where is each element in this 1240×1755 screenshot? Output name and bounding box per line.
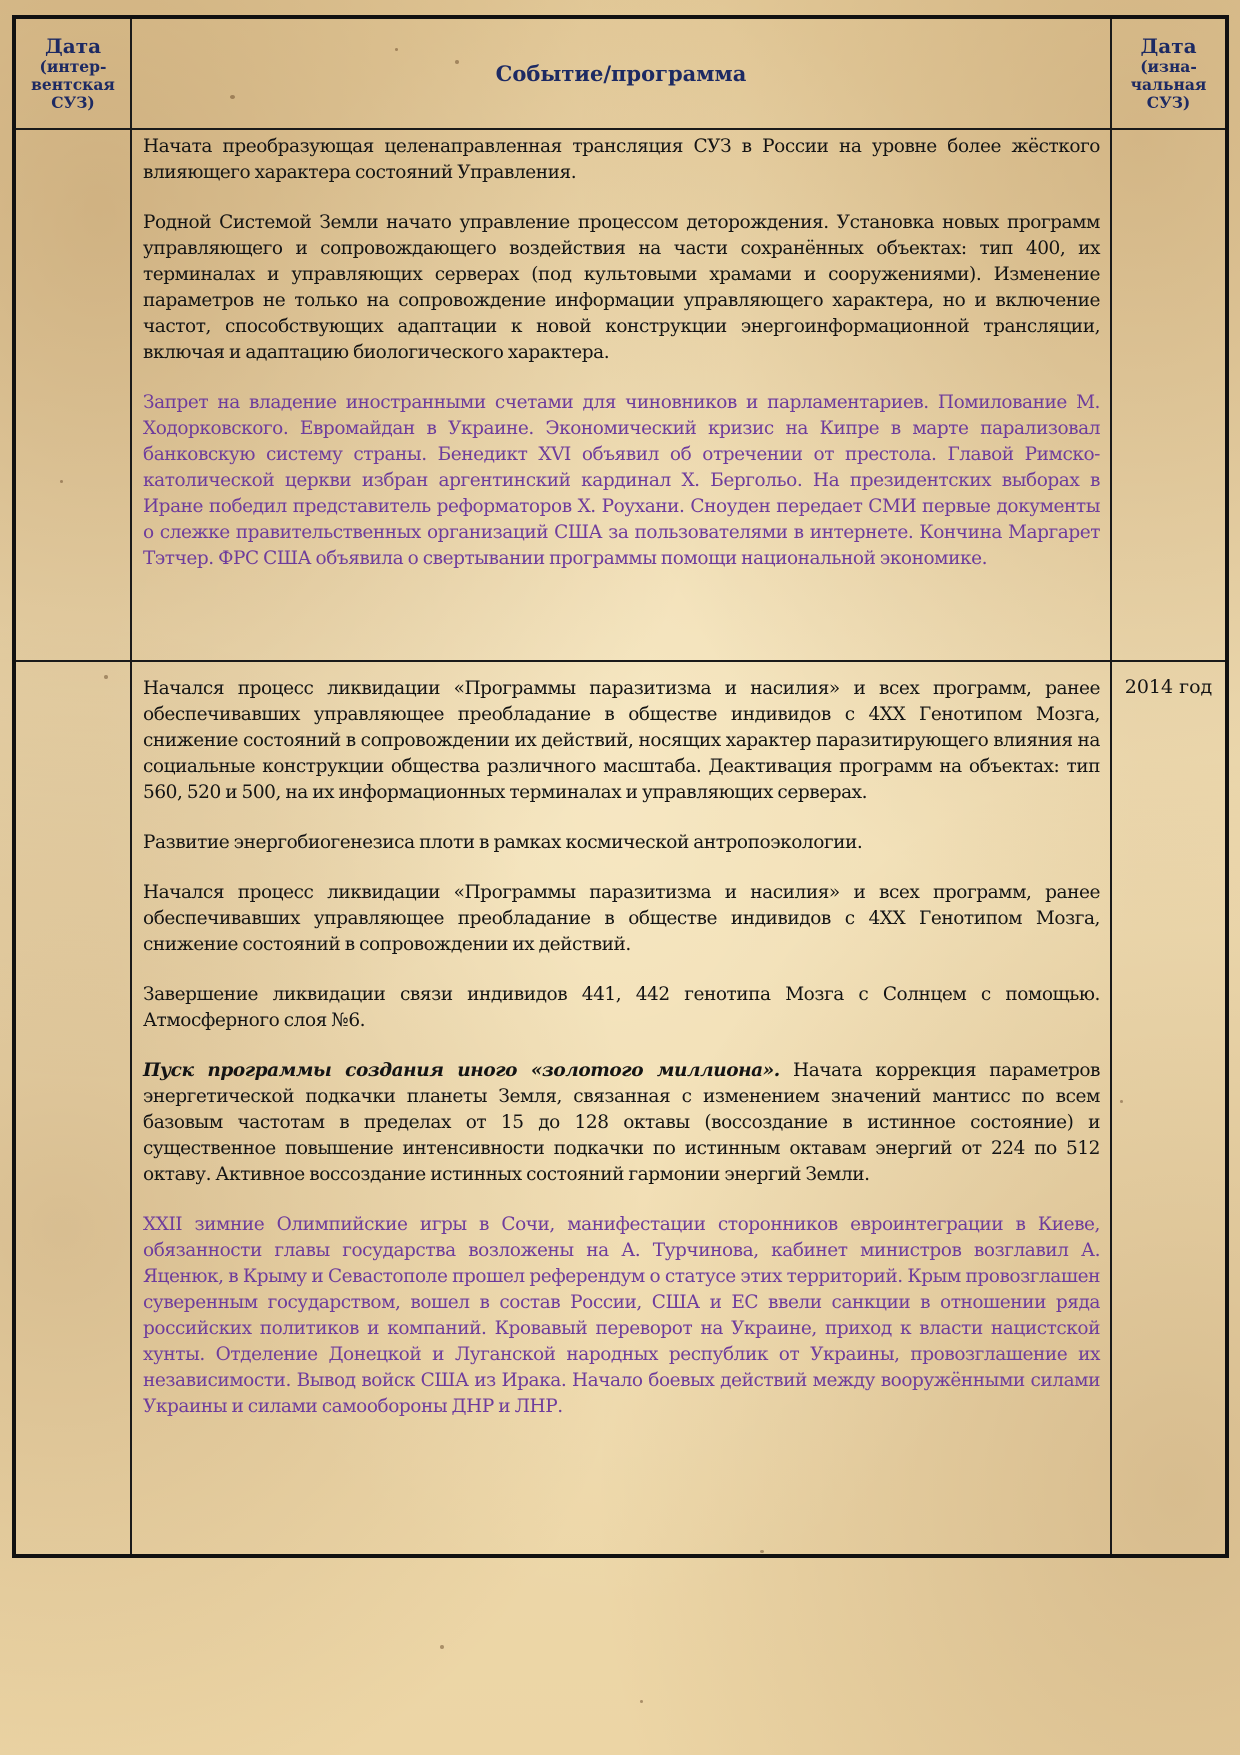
header-event [131,17,1111,129]
golden-million-paragraph [143,1058,1100,1188]
row-date-original [1111,129,1227,661]
events-table [12,15,1229,1558]
paper-speck [440,1645,444,1649]
table-row [14,129,1227,661]
event-paragraph: Родной Системой Земли начато управление процессом деторождения. Установка новых программ управляющего и сопровождающего воздействия на части сохранённых объектах: тип 400, их терминалах и управляющих серверах (под культовыми храмами и сооружениями). Изменение параметров не только на сопровождение информации управляющего характера, но и включение частот, способствующих адаптации к новой конструкции энергоинформационной трансляции, включая и адаптацию биологического характера. [143,212,1100,363]
row-date-original: 2014 год [1111,661,1227,1556]
event-paragraph: Развитие энергобиогенезиса плоти в рамках космической антропоэкологии. [143,832,863,853]
header-date-original-sub: (изна-чальная СУЗ) [1130,57,1207,112]
header-date-original [1111,17,1227,129]
event-paragraph: Завершение ликвидации связи индивидов 441, 442 генотипа Мозга с Солнцем с помощью. Атмосферного слоя №6. [143,984,1100,1031]
row-date-intervent [14,661,131,1556]
table-row [14,661,1227,1556]
row-date-intervent [14,129,131,661]
header-event-title: Событие/программа [495,61,747,86]
event-paragraph: Начался процесс ликвидации «Программы паразитизма и насилия» и всех программ, ранее обеспечивавших управляющее преобладание в обществе индивидов с 4ХХ Генотипом Мозга, снижение состояний в сопровождении их действий. [143,882,1100,955]
event-paragraph: Начался процесс ликвидации «Программы паразитизма и насилия» и всех программ, ранее обеспечивавших управляющее преобладание в обществе индивидов с 4ХХ Генотипом Мозга, снижение состояний в сопровождении их действий, носящих характер паразитирующего влияния на социальные конструкции общества различного масштаба. Деактивация программ на объектах: тип 560, 520 и 500, на их информационных терминалах и управляющих серверах. [143,678,1100,803]
row-event-content [131,661,1111,1556]
historical-events-paragraph: Запрет на владение иностранными счетами для чиновников и парламентариев. Помилование М. Ходорковского. Евромайдан в Украине. Экономический кризис на Кипре в марте парализовал банковскую систему страны. Бенедикт XVI объявил об отречении от престола. Главой Римско-католической церкви избран аргентинский кардинал Х. Бергольо. На президентских выборах в Иране победил представитель реформаторов Х. Роухани. Сноуден передает СМИ первые документы о слежке правительственных организаций США за пользователями в интернете. Кончина Маргарет Тэтчер. ФРС США объявила о свертывании программы помощи национальной экономике. [143,392,1100,569]
golden-million-text: Начата коррекция параметров энергетической подкачки планеты Земля, связанная с изменением значений мантисс по всем базовым частотам в пределах от 15 до 128 октавы (воссоздание в истинное состояние) и существенное повышение интенсивности подкачки по истинным октавам энергий от 224 по 512 октаву. Активное воссоздание истинных состояний гармонии энергий Земли. [143,1060,1100,1185]
header-date-intervent-sub: (интер-вентская СУЗ) [31,57,115,112]
table-header-row [14,17,1227,129]
paper-speck [640,1700,643,1703]
header-date-intervent [14,17,131,129]
event-paragraph: Начата преобразующая целенаправленная трансляция СУЗ в России на уровне более жёсткого влияющего характера состояний Управления. [143,136,1100,183]
header-date-intervent-title: Дата [44,34,102,58]
golden-million-lead: Пуск программы создания иного «золотого миллиона». [143,1060,780,1081]
row-event-content [131,129,1111,661]
historical-events-paragraph: XXII зимние Олимпийские игры в Сочи, манифестации сторонников евроинтеграции в Киеве, обязанности главы государства возложены на А. Турчинова, кабинет министров возглавил А. Яценюк, в Крыму и Севастополе прошел референдум о статусе этих территорий. Крым провозглашен суверенным государством, вошел в состав России, США и ЕС ввели санкции в отношении ряда российских политиков и компаний. Кровавый переворот на Украине, приход к власти нацистской хунты. Отделение Донецкой и Луганской народных республик от Украины, провозглашение их независимости. Вывод войск США из Ирака. Начало боевых действий между вооружёнными силами Украины и силами самообороны ДНР и ЛНР. [143,1214,1100,1417]
header-date-original-title: Дата [1140,34,1197,58]
